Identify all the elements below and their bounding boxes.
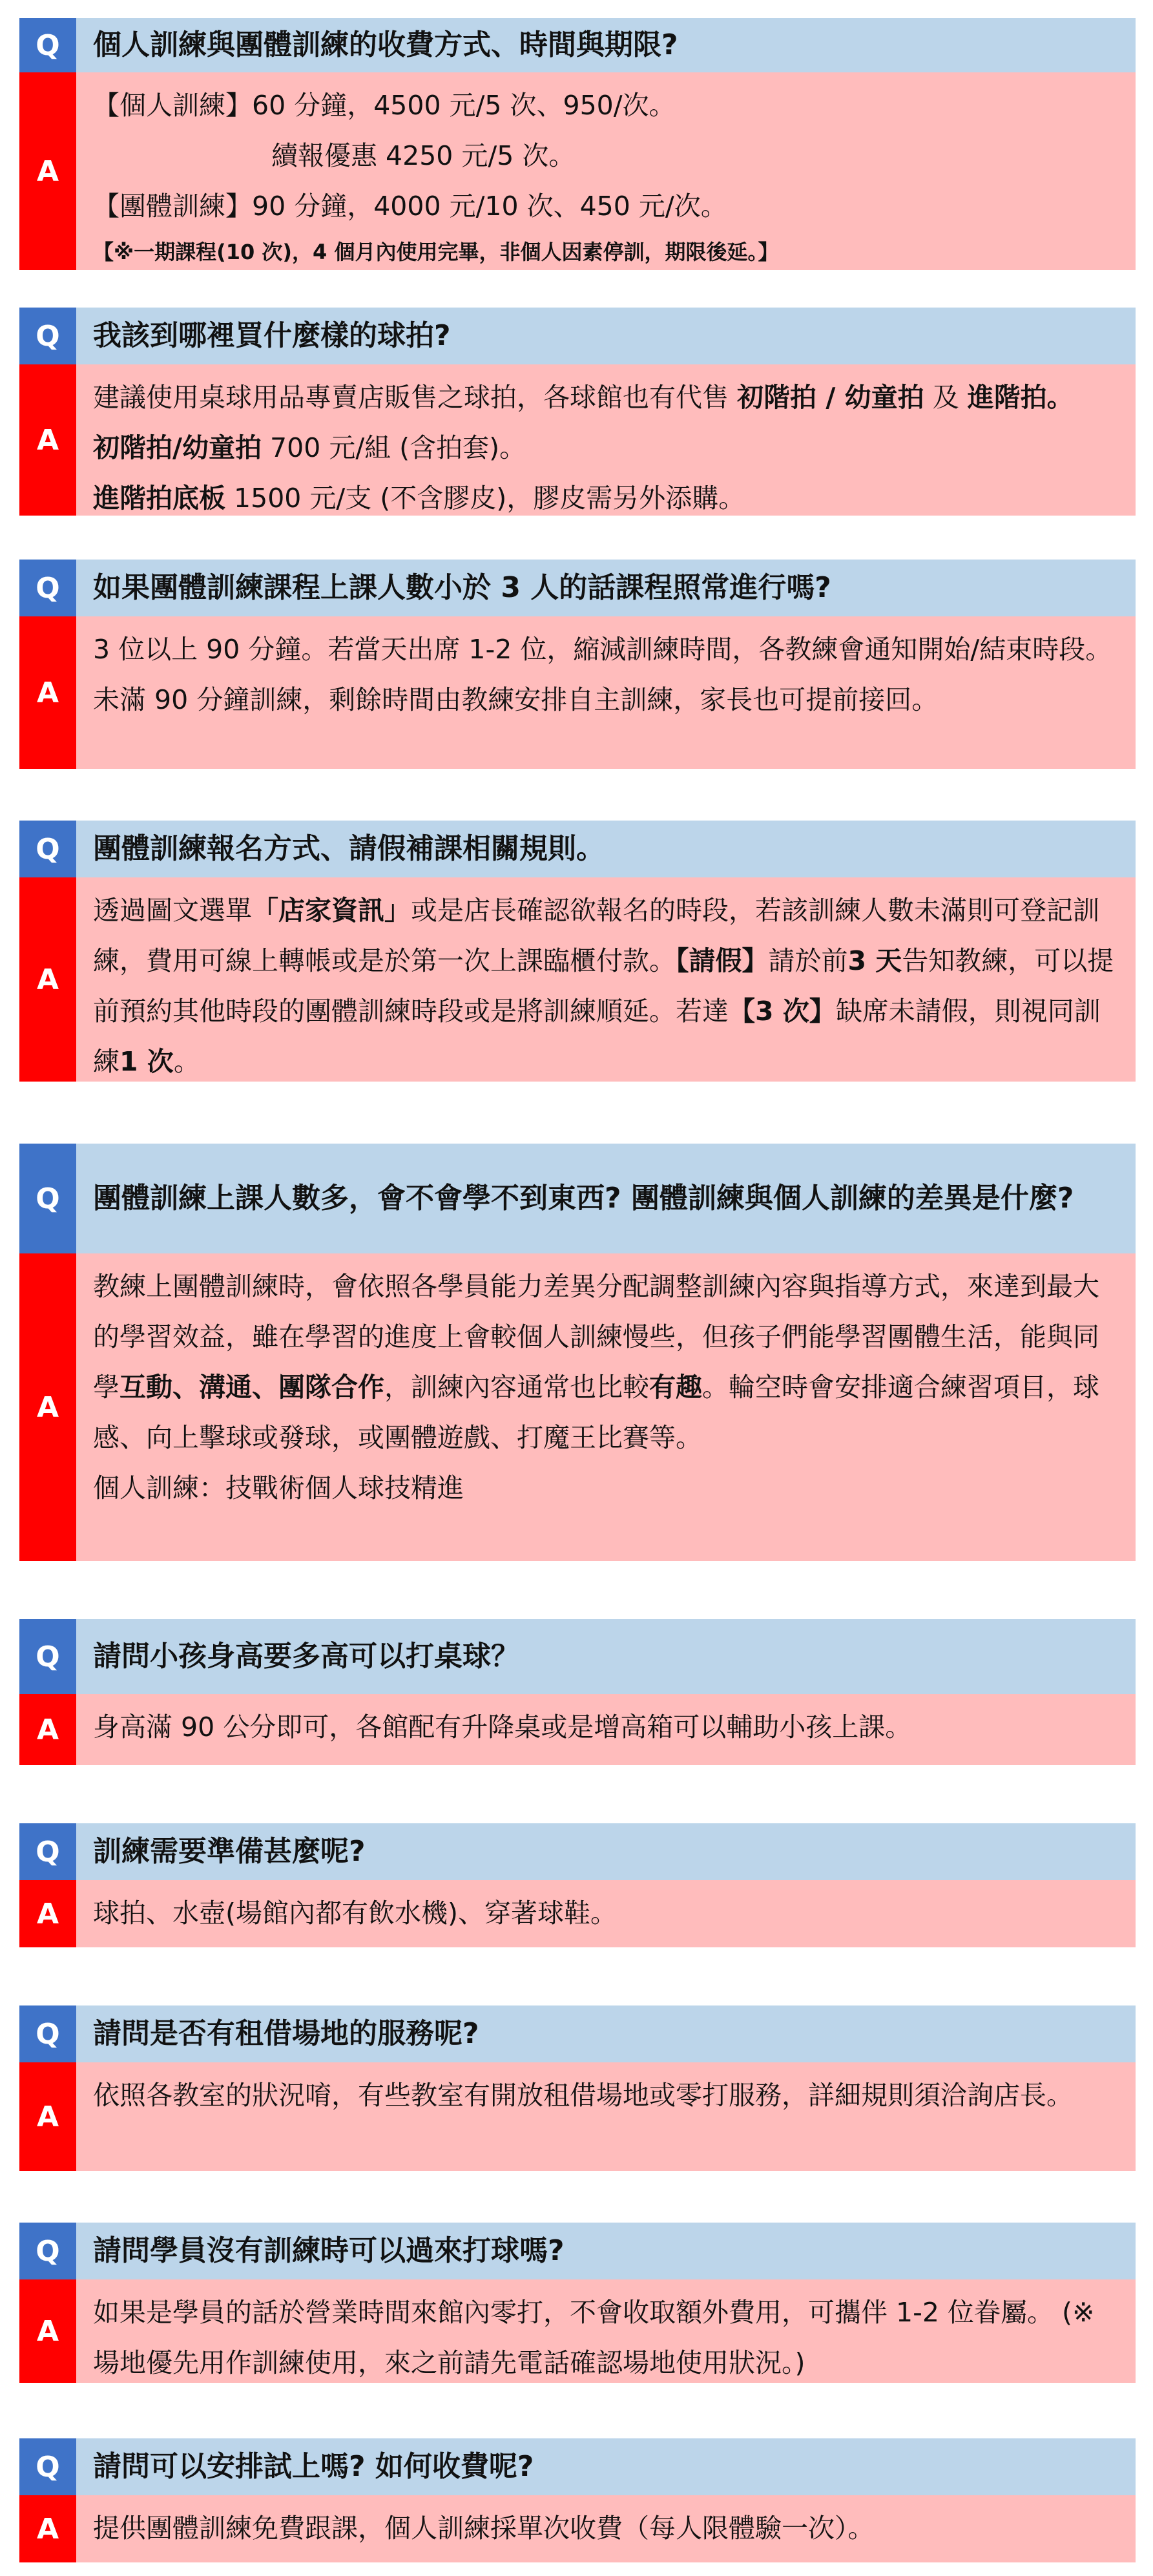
- answer-paragraph: 3 位以上 90 分鐘。若當天出席 1-2 位，縮減訓練時間，各教練會通知開始/結束時段。未滿 90 分鐘訓練，剩餘時間由教練安排自主訓練，家長也可提前接回。: [93, 634, 1112, 715]
- answer-text: [76, 2495, 1136, 2562]
- answer-paragraph: 身高滿 90 公分即可，各館配有升降桌或是增高箱可以輔助小孩上課。: [93, 1712, 912, 1743]
- question-row: [19, 2005, 1136, 2062]
- q-badge: Q: [19, 308, 76, 364]
- faq-item: [19, 2005, 1136, 2171]
- faq-item: [19, 1823, 1136, 1947]
- answer-row: [19, 1694, 1136, 1765]
- question-text: 請問小孩身高要多高可以打桌球？: [76, 1619, 1136, 1694]
- q-badge: Q: [19, 1619, 76, 1694]
- q-badge: Q: [19, 560, 76, 616]
- a-badge: A: [19, 2279, 76, 2383]
- question-text: 團體訓練上課人數多，會不會學不到東西? 團體訓練與個人訓練的差異是什麼?: [76, 1144, 1136, 1253]
- answer-note: 【※一期課程(10 次)，4 個月內使用完畢，非個人因素停訓，期限後延。】: [93, 240, 779, 264]
- faq-item: [19, 2223, 1136, 2383]
- question-text: 團體訓練報名方式、請假補課相關規則。: [76, 821, 1136, 877]
- question-text: 請問學員沒有訓練時可以過來打球嗎?: [76, 2223, 1136, 2279]
- q-badge: Q: [19, 1823, 76, 1880]
- a-badge: A: [19, 877, 76, 1082]
- answer-emphasis: 初階拍 / 幼童拍: [737, 382, 924, 413]
- answer-segment: 教練上團體訓練時，會依照各學員能力差異分配調整訓練內容與指導方式，來達到最大的學習效益，雖在學習的進度上會較個人訓練慢些，但孩子們能學習團體生活，能與同學: [93, 1271, 1099, 1403]
- question-row: [19, 560, 1136, 616]
- a-badge: A: [19, 1253, 76, 1561]
- answer-emphasis: 互動、溝通、團隊合作: [119, 1372, 384, 1403]
- question-row: [19, 18, 1136, 72]
- answer-segment: 缺席未請假，則視同訓練: [93, 996, 1101, 1077]
- answer-line: 【個人訓練】60 分鐘，4500 元/5 次、950/次。: [93, 90, 676, 121]
- answer-segment: ，訓練內容通常也比較: [384, 1372, 649, 1403]
- answer-emphasis: 初階拍/幼童拍: [93, 432, 262, 463]
- answer-emphasis: 【請假】: [676, 945, 769, 976]
- answer-segment: 及: [932, 382, 959, 413]
- answer-emphasis: 進階拍。: [967, 382, 1074, 413]
- a-badge: A: [19, 2495, 76, 2562]
- faq-item: [19, 1619, 1136, 1765]
- answer-paragraph: 如果是學員的話於營業時間來館內零打，不會收取額外費用，可攜伴 1-2 位眷屬。 (※場地優先用作訓練使用，來之前請先電話確認場地使用狀況。): [93, 2297, 1095, 2378]
- answer-row: [19, 2062, 1136, 2171]
- q-badge: Q: [19, 1144, 76, 1253]
- answer-line: 【團體訓練】90 分鐘，4000 元/10 次、450 元/次。: [93, 191, 727, 222]
- question-text: 如果團體訓練課程上課人數小於 3 人的話課程照常進行嗎?: [76, 560, 1136, 616]
- answer-line: [93, 372, 1120, 423]
- question-row: [19, 1823, 1136, 1880]
- a-badge: A: [19, 364, 76, 516]
- answer-row: [19, 364, 1136, 516]
- a-badge: A: [19, 2062, 76, 2171]
- a-badge: A: [19, 72, 76, 270]
- answer-line: 續報優惠 4250 元/5 次。: [271, 140, 576, 171]
- faq-item: [19, 560, 1136, 769]
- answer-emphasis: 【3 次】: [729, 996, 836, 1027]
- answer-paragraph: [93, 885, 1120, 1087]
- q-badge: Q: [19, 2005, 76, 2062]
- answer-row: [19, 72, 1136, 270]
- q-badge: Q: [19, 821, 76, 877]
- answer-row: [19, 2279, 1136, 2383]
- question-text: 請問可以安排試上嗎? 如何收費呢?: [76, 2438, 1136, 2495]
- faq-item: [19, 18, 1136, 270]
- answer-text: [76, 364, 1136, 516]
- answer-row: [19, 877, 1136, 1082]
- answer-segment: 或是店長確認欲報名的時段，若該訓練人數未滿則可登記訓練，費用可線上轉帳或是於第一次上課臨櫃付款。: [93, 895, 1099, 976]
- answer-emphasis: 3 天: [847, 945, 902, 976]
- answer-text: [76, 877, 1136, 1082]
- answer-text: [76, 1880, 1136, 1947]
- question-row: [19, 308, 1136, 364]
- a-badge: A: [19, 616, 76, 769]
- answer-segment: 建議使用桌球用品專賣店販售之球拍，各球館也有代售: [93, 382, 729, 413]
- question-row: [19, 2223, 1136, 2279]
- faq-item: [19, 821, 1136, 1082]
- answer-segment: 1500 元/支 (不含膠皮)，膠皮需另外添購。: [234, 483, 745, 514]
- q-badge: Q: [19, 2438, 76, 2495]
- q-badge: Q: [19, 2223, 76, 2279]
- answer-paragraph: 提供團體訓練免費跟課，個人訓練採單次收費（每人限體驗一次）。: [93, 2513, 875, 2544]
- answer-text: [76, 1253, 1136, 1561]
- answer-row: [19, 1880, 1136, 1947]
- answer-text: [76, 2279, 1136, 2383]
- question-row: [19, 1619, 1136, 1694]
- faq-item: [19, 308, 1136, 516]
- answer-text: [76, 2062, 1136, 2171]
- question-text: 訓練需要準備甚麼呢?: [76, 1823, 1136, 1880]
- answer-segment: 。: [173, 1046, 200, 1077]
- answer-emphasis: 「店家資訊」: [252, 895, 411, 926]
- answer-emphasis: 進階拍底板: [93, 483, 225, 514]
- answer-text: [76, 72, 1136, 270]
- answer-paragraph: [93, 1261, 1120, 1463]
- answer-row: [19, 2495, 1136, 2562]
- answer-segment: 透過圖文選單: [93, 895, 252, 926]
- a-badge: A: [19, 1880, 76, 1947]
- answer-row: [19, 1253, 1136, 1561]
- answer-paragraph: 依照各教室的狀況唷，有些教室有開放租借場地或零打服務，詳細規則須洽詢店長。: [93, 2080, 1073, 2111]
- answer-line: [93, 473, 1120, 523]
- q-badge: Q: [19, 18, 76, 72]
- question-row: [19, 2438, 1136, 2495]
- answer-segment: 。輪空時會安排適合練習項目，球感、向上擊球或發球，或團體遊戲、打魔王比賽等。: [93, 1372, 1099, 1453]
- answer-emphasis: 1 次: [119, 1046, 174, 1077]
- answer-segment: 700 元/組 (含拍套)。: [270, 432, 526, 463]
- question-text: 我該到哪裡買什麼樣的球拍?: [76, 308, 1136, 364]
- faq-item: [19, 2438, 1136, 2562]
- question-row: [19, 1144, 1136, 1253]
- answer-paragraph: 球拍、水壺(場館內都有飲水機)、穿著球鞋。: [93, 1898, 617, 1929]
- answer-segment: 告知教練，可以提前預約其他時段的團體訓練時段或是將訓練順延。若達: [93, 945, 1114, 1027]
- a-badge: A: [19, 1694, 76, 1765]
- answer-text: [76, 1694, 1136, 1765]
- question-text: 個人訓練與團體訓練的收費方式、時間與期限?: [76, 18, 1136, 72]
- question-row: [19, 821, 1136, 877]
- answer-paragraph: 個人訓練：技戰術個人球技精進: [93, 1472, 464, 1503]
- answer-segment: 請於前: [768, 945, 848, 976]
- answer-text: [76, 616, 1136, 769]
- answer-emphasis: 有趣: [649, 1372, 702, 1403]
- faq-item: [19, 1144, 1136, 1561]
- question-text: 請問是否有租借場地的服務呢?: [76, 2005, 1136, 2062]
- answer-line: [93, 423, 1120, 473]
- answer-row: [19, 616, 1136, 769]
